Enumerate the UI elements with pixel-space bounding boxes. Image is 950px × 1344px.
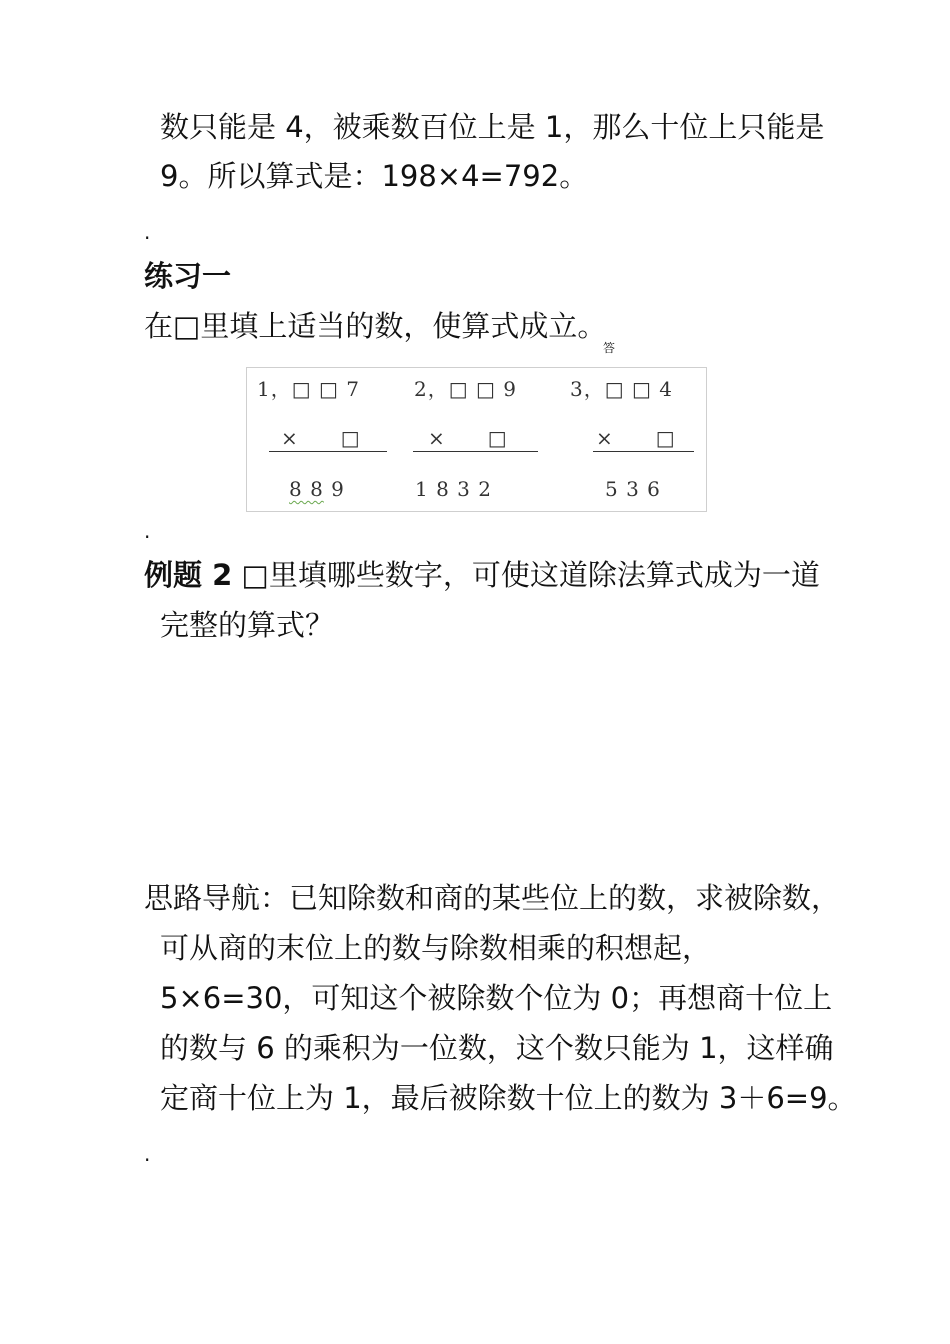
- example-2-line-2: 完整的算式？: [160, 608, 335, 642]
- puzzle-3-multiplier: × □: [596, 426, 676, 450]
- small-mark: 答: [603, 341, 616, 355]
- puzzle-2-multiplicand: 2，□ □ 9: [414, 377, 517, 401]
- example-2-label: 例题 2: [144, 558, 233, 592]
- puzzle-1-product-flagged: 8 8: [289, 477, 324, 501]
- solution-line-1: 数只能是 4，被乘数百位上是 1，那么十位上只能是: [160, 110, 825, 144]
- puzzle-3-rule: [593, 451, 694, 452]
- multiplication-puzzles-figure: [246, 367, 707, 512]
- separator-dot: .: [144, 220, 151, 244]
- solution-line-2: 9。所以算式是：198×4=792。: [160, 159, 589, 193]
- hint-line-4: 的数与 6 的乘积为一位数，这个数只能为 1，这样确: [160, 1031, 834, 1065]
- example-2-question: □里填哪些数字，可使这道除法算式成为一道: [241, 558, 820, 592]
- puzzle-3-multiplicand: 3，□ □ 4: [570, 377, 673, 401]
- hint-line-3: 5×6=30，可知这个被除数个位为 0；再想商十位上: [160, 981, 833, 1015]
- puzzle-1-multiplier: × □: [281, 426, 361, 450]
- hint-line-5: 定商十位上为 1，最后被除数十位上的数为 3＋6=9。: [160, 1081, 857, 1115]
- practice-instruction: 在□里填上适当的数，使算式成立。: [144, 309, 607, 343]
- puzzle-1-product-last: 9: [323, 477, 345, 501]
- puzzle-2-multiplier: × □: [428, 426, 508, 450]
- separator-dot: .: [144, 519, 151, 543]
- hint-line-1: 思路导航：已知除数和商的某些位上的数，求被除数，: [144, 881, 841, 915]
- puzzle-1-product: [289, 477, 345, 501]
- hint-line-2: 可从商的末位上的数与除数相乘的积想起，: [160, 931, 712, 965]
- practice-title: 练习一: [144, 259, 232, 293]
- puzzle-2-rule: [413, 451, 538, 452]
- puzzle-1-multiplicand: 1，□ □ 7: [257, 377, 360, 401]
- separator-dot: .: [144, 1142, 151, 1166]
- puzzle-2-product: 1 8 3 2: [415, 477, 492, 501]
- example-2-line-1: [144, 555, 820, 595]
- puzzle-1-rule: [269, 451, 387, 452]
- puzzle-3-product: 5 3 6: [605, 477, 661, 501]
